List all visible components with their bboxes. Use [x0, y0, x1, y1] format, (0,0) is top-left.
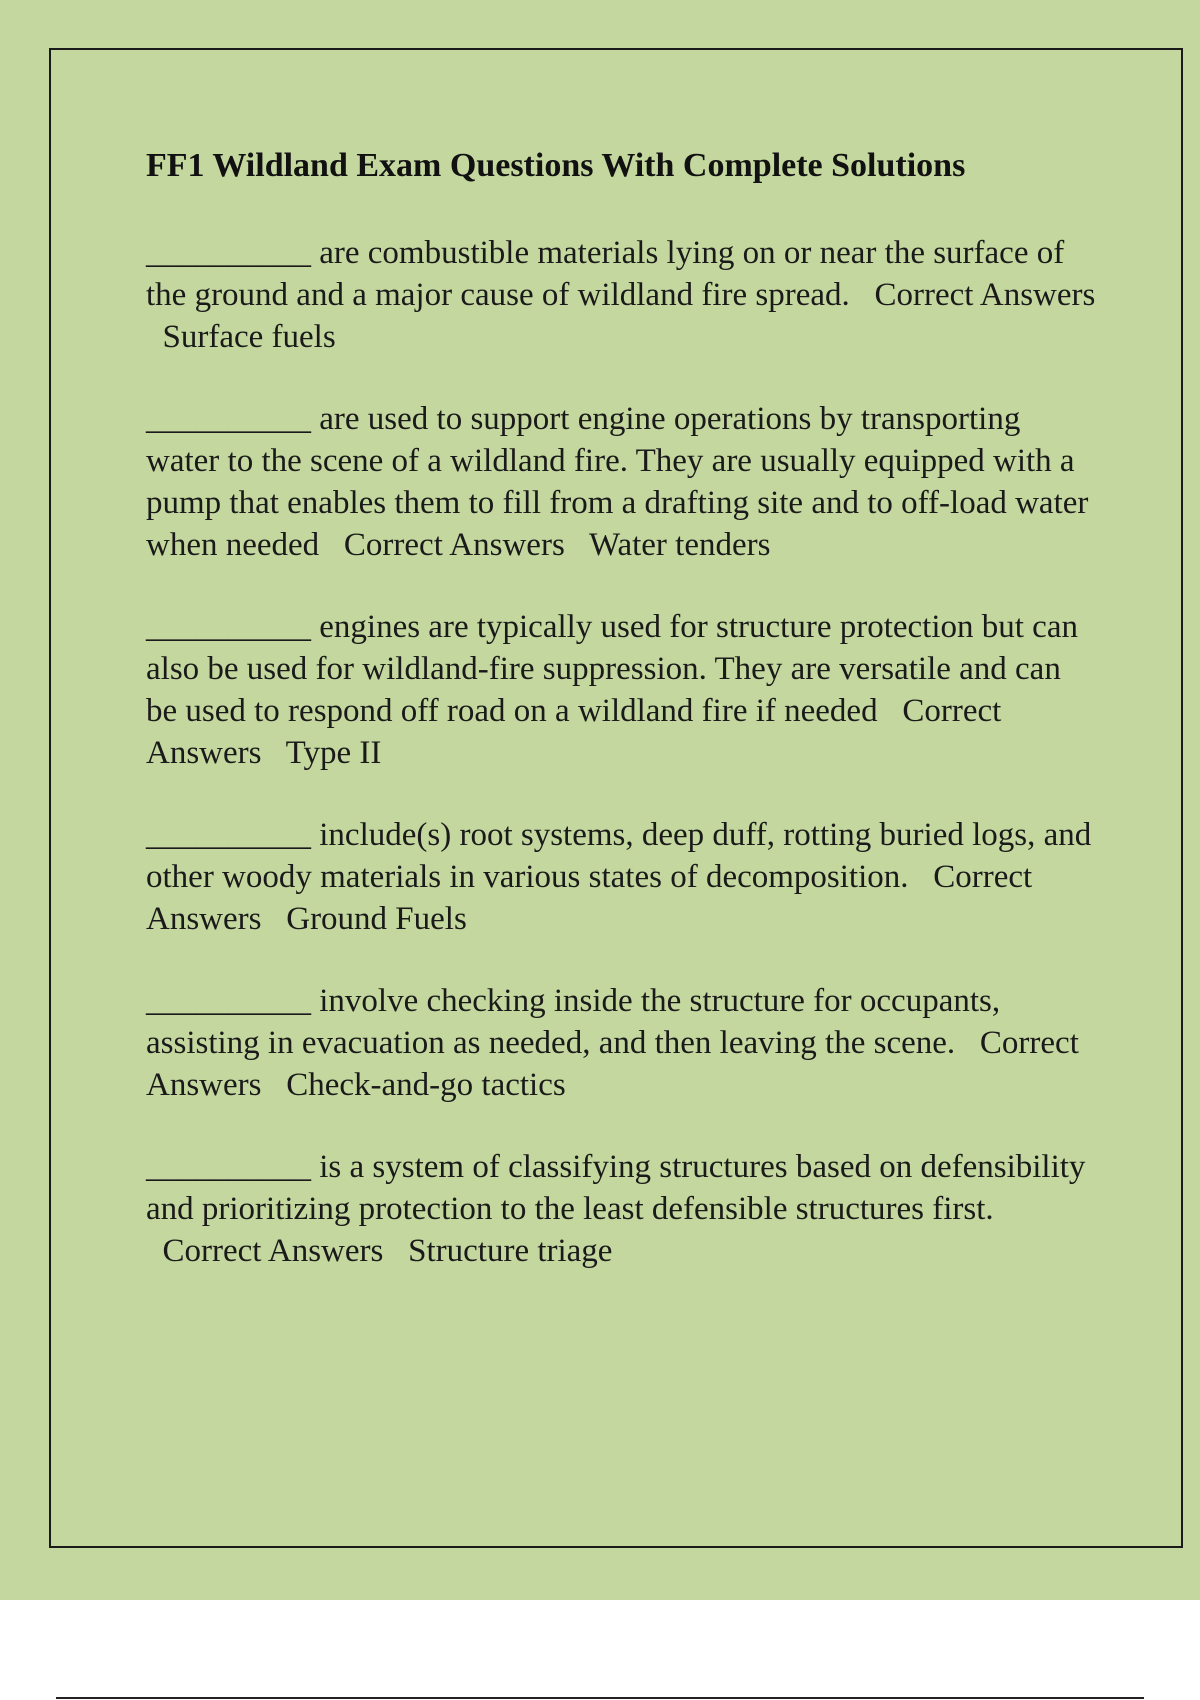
question-text: are combustible materials lying on or near the surface of the ground and a major cause of wildland fire spread.: [146, 235, 1065, 313]
question-text: is a system of classifying structures based on defensibility and prioritizing protection to the least defensible structures first.: [146, 1149, 1086, 1227]
fill-in-blank: __________: [146, 817, 311, 853]
qa-item: [146, 606, 1096, 774]
fill-in-blank: __________: [146, 983, 311, 1019]
qa-item: [146, 814, 1096, 940]
fill-in-blank: __________: [146, 235, 311, 271]
question-text: involve checking inside the structure for occupants, assisting in evacuation as needed, and then leaving the scene.: [146, 983, 1001, 1061]
answer-text: Surface fuels: [162, 319, 336, 355]
fill-in-blank: __________: [146, 609, 311, 645]
fill-in-blank: __________: [146, 1149, 311, 1185]
answer-label: Correct Answers: [146, 1025, 1079, 1103]
answer-text: Check-and-go tactics: [286, 1067, 566, 1103]
question-text: include(s) root systems, deep duff, rotting buried logs, and other woody materials in various states of decomposition.: [146, 817, 1092, 895]
answer-label: Correct Answers: [343, 527, 565, 563]
answer-label: Correct Answers: [162, 1233, 384, 1269]
qa-item: [146, 1146, 1096, 1272]
question-text: engines are typically used for structure protection but can also be used for wildland-fire suppression. They are versatile and can be used to respond off road on a wildland fire if needed: [146, 609, 1078, 729]
footer-divider: [56, 1697, 1144, 1699]
answer-label: Correct Answers: [146, 859, 1033, 937]
question-text: are used to support engine operations by transporting water to the scene of a wildland fire. They are usually equipped with a pump that enables them to fill from a drafting site and to off-load water when needed: [146, 401, 1089, 563]
answer-text: Ground Fuels: [286, 901, 467, 937]
answer-text: Structure triage: [408, 1233, 613, 1269]
qa-item: [146, 232, 1096, 358]
answer-text: Water tenders: [588, 527, 771, 563]
document-title: FF1 Wildland Exam Questions With Complete Solutions: [146, 147, 966, 184]
answer-text: Type II: [285, 735, 382, 771]
document-body: [146, 140, 1096, 1312]
qa-item: [146, 398, 1096, 566]
answer-label: Correct Answers: [874, 277, 1096, 313]
fill-in-blank: __________: [146, 401, 311, 437]
qa-item: [146, 980, 1096, 1106]
answer-label: Correct Answers: [146, 693, 1002, 771]
